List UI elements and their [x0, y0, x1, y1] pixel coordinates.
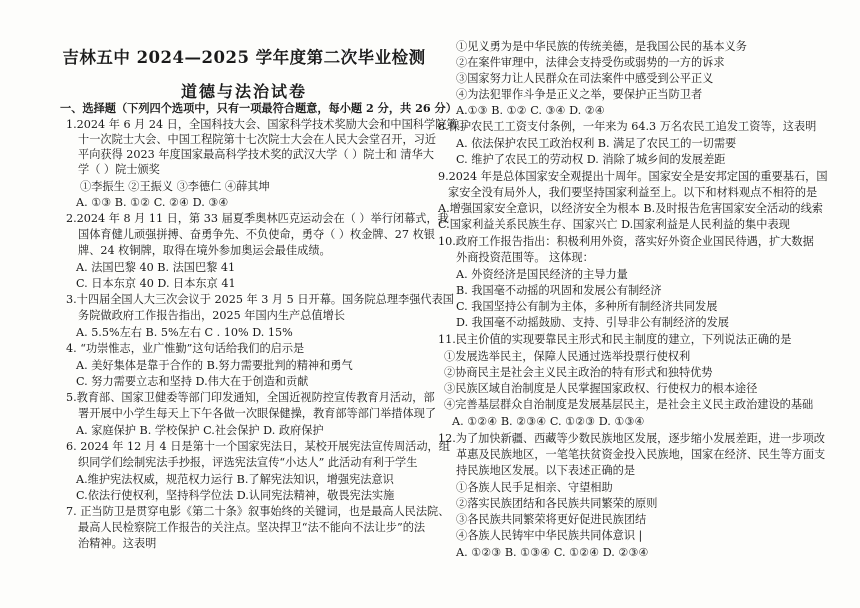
question-8-line: 8.保护农民工工资支付条例，一年来为 64.3 万名农民工追发工资等，这表明 [438, 120, 817, 133]
question-12-item: ③各民族共同繁荣将更好促进民族团结 [456, 513, 647, 526]
question-2-line: 国体育健儿顽强拼搏、奋勇争先、不负使命，勇夺（ ）枚金牌、27 枚银 [78, 228, 435, 241]
exam-subtitle: 道德与法治试卷 [180, 82, 307, 101]
question-12-line: 持民族地区发展。以下表述正确的是 [456, 464, 636, 477]
question-7-line: 治精神。这表明 [78, 537, 157, 550]
question-2-line: 2.2024 年 8 月 11 日，第 33 届夏季奥林匹克运动会在（ ）举行闭幕式，我 [66, 212, 449, 225]
question-2-options: A. 法国巴黎 40 B. 法国巴黎 41 [76, 261, 236, 274]
question-2-line: 牌、24 枚铜牌，取得在境外参加奥运会最佳成绩。 [78, 244, 331, 257]
question-7-item: ①见义勇为是中华民族的传统美德，是我国公民的基本义务 [456, 40, 747, 53]
question-9-line: 家安全没有局外人，我们要坚持国家利益至上。以下和材料观点不相符的是 [448, 186, 818, 199]
question-12-item: ①各族人民手足相亲、守望相助 [456, 481, 613, 494]
question-5-line: 署开展中小学生每天上下午各做一次眼保健操，教育部等部门举措体现了 [78, 407, 437, 420]
question-1-options: A. ①③ B. ①② C. ②④ D. ③④ [76, 196, 229, 209]
question-12-options: A. ①②③ B. ①③④ C. ①②④ D. ②③④ [456, 546, 649, 559]
question-8-options: C. 维护了农民工的劳动权 D. 消除了城乡间的发展差距 [456, 153, 726, 166]
question-4-options: C. 努力需要立志和坚持 D.伟大在于创造和贡献 [76, 375, 309, 388]
question-12-item: ②落实民族团结和各民族共同繁荣的原则 [456, 497, 658, 510]
question-11-item: ②协商民主是社会主义民主政治的特有形式和独特优势 [444, 366, 713, 379]
question-9-line: 9.2024 年是总体国家安全观提出十周年。国家安全是安邦定国的重要基石，国 [438, 170, 828, 183]
section-heading: 一、选择题（下列四个选项中，只有一项最符合题意，每小题 2 分，共 26 分） [60, 101, 457, 115]
question-12-line: 革惠及民族地区，一笔笔扶贫资金投入民族地，国家在经济、民生等方面支 [456, 448, 826, 461]
question-6-options: A.维护宪法权威，规范权力运行 B.了解宪法知识，增强宪法意识 [76, 473, 394, 486]
question-10-option: A. 外资经济是国民经济的主导力量 [456, 268, 628, 281]
question-5-options: A. 家庭保护 B. 学校保护 C.社会保护 D. 政府保护 [76, 424, 324, 437]
question-2-options: C. 日本东京 40 D. 日本东京 41 [76, 277, 236, 290]
question-10-line: 外商投资范围等。 这体现： [456, 251, 594, 264]
question-3-line: 务院做政府工作报告指出，2025 年国内生产总值增长 [78, 309, 345, 322]
question-10-option: B. 我国毫不动摇的巩固和发展公有制经济 [456, 284, 662, 297]
question-7-item: ②在案件审理中，法律会支持受伤或弱势的一方的诉求 [456, 56, 725, 69]
question-6-options: C.依法行使权利，坚持科学位法 D.认同宪法精神，敬畏宪法实施 [76, 489, 395, 502]
question-7-options: A.①③ B. ①② C. ③④ D. ②④ [456, 104, 605, 117]
question-6-line: 织同学们绘制宪法手抄报，评选宪法宣传“小达人” 此活动有利于学生 [78, 456, 418, 469]
question-4-options: A. 美好集体是靠于合作的 B.努力需要批判的精神和勇气 [76, 359, 353, 372]
question-3-options: A. 5.5%左右 B. 5%左右 C . 10% D. 15% [76, 326, 293, 339]
question-11-options: A. ①②④ B. ②③④ C. ①②③ D. ①③④ [452, 415, 645, 428]
question-11-item: ④完善基层群众自治制度是发展基层民主，是社会主义民主政治建设的基础 [444, 398, 814, 411]
question-1-items: ①李振生 ②王振义 ③李德仁 ④薛其坤 [80, 180, 270, 193]
question-9-options: A.增强国家安全意识，以经济安全为根本 B.及时报告危害国家安全活动的线索 [438, 202, 823, 215]
exam-title: 吉林五中 2024—2025 学年度第二次毕业检测 [62, 48, 426, 67]
question-8-options: A. 依法保护农民工政治权利 B. 满足了农民工的一切需要 [456, 137, 737, 150]
question-1-line: 1.2024 年 6 月 24 日，全国科技大会、国家科学技术奖励大会和中国科学院第二 [66, 118, 469, 131]
question-10-option: D. 我国毫不动摇鼓励、支持、引导非公有制经济的发展 [456, 316, 729, 329]
question-7-item: ③国家努力让人民群众在司法案件中感受到公平正义 [456, 72, 714, 85]
question-6-line: 6. 2024 年 12 月 4 日是第十一个国家宪法日，某校开展宪法宣传周活动，组 [66, 440, 450, 453]
question-11-item: ①发展选举民主，保障人民通过选举投票行使权利 [444, 350, 691, 363]
question-9-options: C.国家利益关系民族生存、国家兴亡 D.国家利益是人民利益的集中表现 [438, 218, 790, 231]
question-5-line: 5.教育部、国家卫健委等部门印发通知，全国近视防控宣传教育月活动，部 [66, 391, 435, 404]
question-11-line: 11.民主价值的实现要靠民主形式和民主制度的建立，下列说法正确的是 [438, 333, 792, 346]
question-7-line: 7. 正当防卫是贯穿电影《第二十条》叙事始终的关键词，也是最高人民法院、 [66, 505, 450, 518]
question-10-option: C. 我国坚持公有制为主体，多种所有制经济共同发展 [456, 300, 718, 313]
question-3-line: 3.十四届全国人大三次会议于 2025 年 3 月 5 日开幕。国务院总理李强代表国 [66, 293, 454, 306]
question-7-item: ④为法犯罪作斗争是正义之举，要保护正当防卫者 [456, 88, 703, 101]
question-1-line: 学（ ）院士颁奖 [78, 163, 160, 176]
question-10-line: 10.政府工作报告指出：积极利用外资，落实好外资企业国民待遇，扩大数据 [438, 235, 814, 248]
question-4-line: 4. “功崇惟志，业广惟勤”这句话给我们的启示是 [66, 342, 305, 355]
question-11-item: ③民族区域自治制度是人民掌握国家政权、行使权力的根本途径 [444, 382, 758, 395]
question-7-line: 最高人民检察院工作报告的关注点。坚决捍卫“法不能向不法让步”的法 [78, 521, 426, 534]
question-12-line: 12.为了加快新疆、西藏等少数民族地区发展，逐步缩小发展差距，进一步项改 [438, 432, 825, 445]
question-1-line: 平向获得 2023 年度国家最高科学技术奖的武汉大学（ ）院士和 清华大 [78, 148, 434, 161]
question-12-item: ④各族人民铸牢中华民族共同体意识 | [456, 529, 643, 542]
question-1-line: 十一次院士大会、中国工程院第十七次院士大会在人民大会堂召开，习近 [78, 133, 437, 146]
